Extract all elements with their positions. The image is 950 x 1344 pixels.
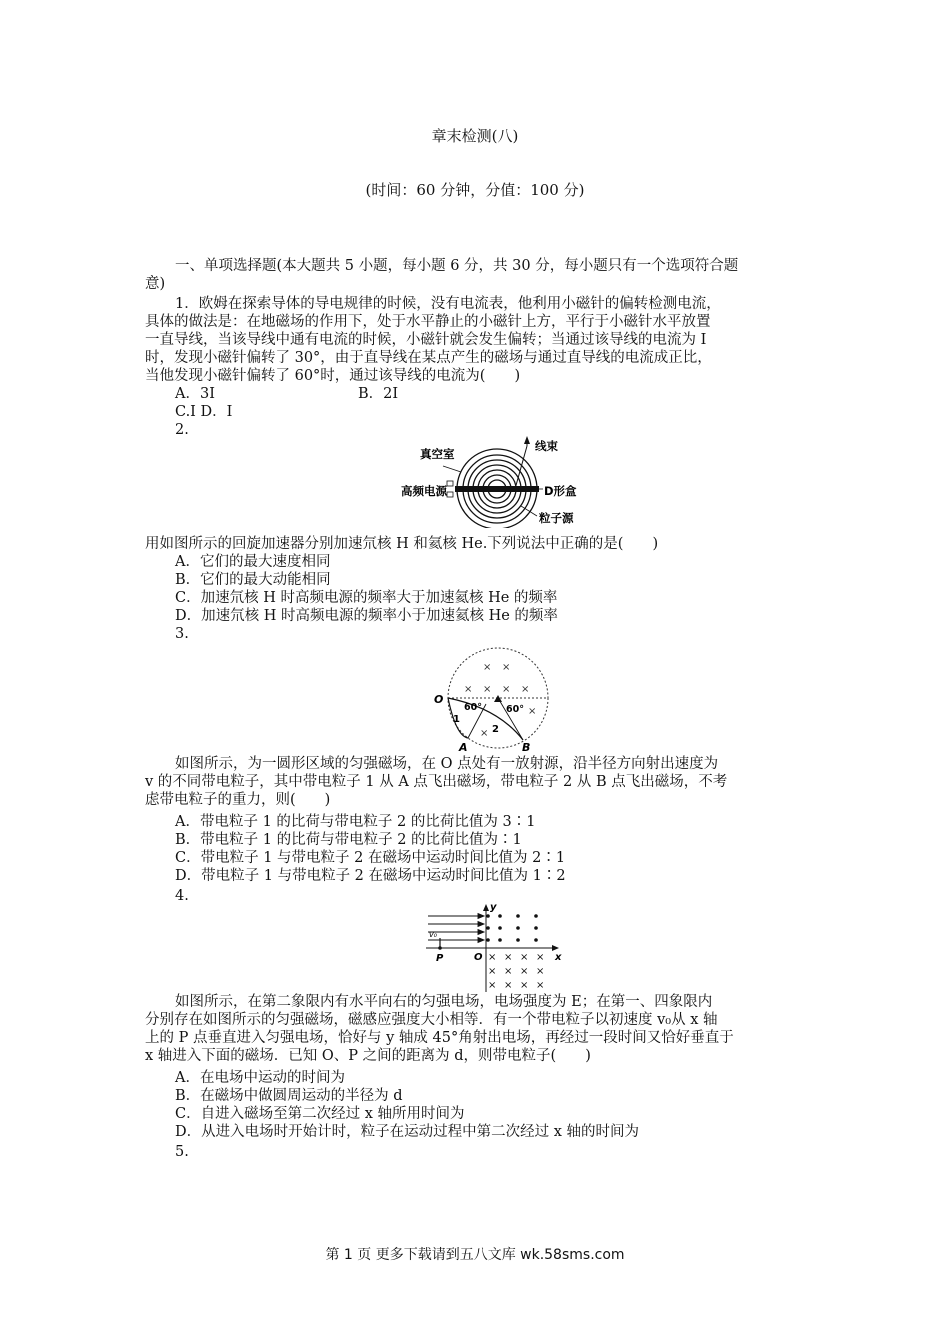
label-y: y <box>490 904 497 913</box>
label-hf-source: 高频电源 <box>401 484 447 498</box>
q1-option-a: A．3I <box>175 386 215 402</box>
svg-text:×: × <box>536 980 545 991</box>
label-beam: 线束 <box>535 439 558 453</box>
svg-text:×: × <box>536 966 545 977</box>
x-axis-arrow-icon <box>552 945 559 951</box>
svg-text:×: × <box>520 980 529 991</box>
label-2: 2 <box>492 724 499 735</box>
section-heading-cont: 意) <box>145 276 166 292</box>
section-heading: 一、单项选择题(本大题共 5 小题，每小题 6 分，共 30 分，每小题只有一个选项符合题 <box>175 258 739 274</box>
q4-line: 如图所示，在第二象限内有水平向右的匀强电场，电场强度为 E；在第一、四象限内 <box>175 994 713 1010</box>
q4-line: 分别存在如图所示的匀强磁场，磁感应强度大小相等．有一个带电粒子以初速度 v₀从 x 轴 <box>145 1012 718 1028</box>
beam-arrow-icon <box>524 436 530 444</box>
svg-text:×: × <box>504 952 513 963</box>
label-x: x <box>555 952 562 963</box>
q4-number: 4. <box>175 888 189 904</box>
label-v0: v₀ <box>429 930 437 939</box>
q1-line: 时，发现小磁针偏转了 30°，由于直导线在某点产生的磁场与通过直导线的电流成正比， <box>145 350 712 366</box>
label-a: A <box>459 741 468 754</box>
q3-option: A．带电粒子 1 的比荷与带电粒子 2 的比荷比值为 3∶1 <box>175 814 536 830</box>
q3-option: C．带电粒子 1 与带电粒子 2 在磁场中运动时间比值为 2∶1 <box>175 850 566 866</box>
svg-text:×: × <box>520 952 529 963</box>
magnetic-field-crosses <box>488 952 544 991</box>
q2-option: A．它们的最大速度相同 <box>175 554 331 570</box>
hf-terminal-icon <box>447 492 453 497</box>
svg-text:×: × <box>504 966 513 977</box>
q5-number: 5. <box>175 1144 189 1160</box>
svg-text:×: × <box>521 684 530 695</box>
q1-line: 一直导线，当该导线中通有电流的时候，小磁针就会发生偏转；当通过该导线的电流为 I <box>145 332 707 348</box>
point-p-marker <box>438 946 442 950</box>
label-1: 1 <box>453 714 460 725</box>
q1-line: 当他发现小磁针偏转了 60°时，通过该导线的电流为( ) <box>145 368 521 384</box>
q4-option: D．从进入电场时开始计时，粒子在运动过程中第二次经过 x 轴的时间为 <box>175 1124 640 1140</box>
svg-text:×: × <box>488 952 497 963</box>
q4-option: C．自进入磁场至第二次经过 x 轴所用时间为 <box>175 1106 465 1122</box>
label-p: P <box>436 953 444 964</box>
q4-line: 上的 P 点垂直进入匀强电场，恰好与 y 轴成 45°角射出电场，再经过一段时间又恰好垂直于 <box>145 1030 734 1046</box>
page-title: 章末检测(八) <box>431 127 519 145</box>
svg-text:×: × <box>502 684 511 695</box>
label-angle-1: 60° <box>464 702 482 713</box>
q3-line: v 的不同带电粒子，其中带电粒子 1 从 A 点飞出磁场，带电粒子 2 从 B 点飞出磁场，不考 <box>145 774 728 790</box>
magnetic-field-dots <box>486 914 538 942</box>
q2-option: D．加速氘核 H 时高频电源的频率小于加速氦核 He 的频率 <box>175 608 558 624</box>
q1-option-cd: C.I D．I <box>175 404 233 420</box>
y-axis-arrow-icon <box>483 904 489 911</box>
q3-option: B．带电粒子 1 的比荷与带电粒子 2 的比荷比值为∶1 <box>175 832 522 848</box>
svg-text:×: × <box>483 662 492 673</box>
d-box-gap <box>455 486 539 492</box>
label-angle-2: 60° <box>506 704 524 715</box>
label-d-box: D形盒 <box>544 484 577 498</box>
q3-option: D．带电粒子 1 与带电粒子 2 在磁场中运动时间比值为 1∶2 <box>175 868 566 884</box>
label-particle-source: 粒子源 <box>539 511 574 525</box>
field-quadrant-figure <box>424 904 564 994</box>
label-origin: O <box>474 952 483 963</box>
q3-line: 虑带电粒子的重力，则( ) <box>145 792 331 808</box>
svg-text:×: × <box>528 706 537 717</box>
q4-line: x 轴进入下面的磁场．已知 O、P 之间的距离为 d，则带电粒子( ) <box>145 1048 591 1064</box>
q3-number: 3. <box>175 626 189 642</box>
q2-option: C．加速氘核 H 时高频电源的频率大于加速氦核 He 的频率 <box>175 590 558 606</box>
q2-number: 2. <box>175 422 189 438</box>
svg-text:×: × <box>480 728 489 739</box>
svg-text:×: × <box>504 980 513 991</box>
q1-option-b: B．2I <box>358 386 399 402</box>
svg-text:×: × <box>536 952 545 963</box>
svg-text:×: × <box>502 662 511 673</box>
hf-terminal-icon <box>447 481 453 486</box>
svg-text:×: × <box>483 684 492 695</box>
q3-line: 如图所示，为一圆形区域的匀强磁场，在 O 点处有一放射源，沿半径方向射出速度为 <box>175 756 719 772</box>
cyclotron-figure <box>395 436 595 528</box>
q4-option: B．在磁场中做圆周运动的半径为 d <box>175 1088 403 1104</box>
label-o: O <box>434 693 444 706</box>
label-b: B <box>522 741 531 754</box>
q2-option: B．它们的最大动能相同 <box>175 572 331 588</box>
label-vacuum: 真空室 <box>420 447 455 461</box>
q1-line: 1．欧姆在探索导体的导电规律的时候，没有电流表，他利用小磁针的偏转检测电流， <box>175 296 721 312</box>
circular-field-figure <box>428 646 558 754</box>
svg-text:×: × <box>488 980 497 991</box>
svg-text:×: × <box>488 966 497 977</box>
svg-text:×: × <box>464 684 473 695</box>
page-footer: 第 1 页 更多下载请到五八文库 wk.58sms.com <box>325 1247 625 1263</box>
q1-line: 具体的做法是：在地磁场的作用下，处于水平静止的小磁针上方，平行于小磁针水平放置 <box>145 314 711 330</box>
page-subtitle: (时间：60 分钟，分值：100 分) <box>365 181 585 199</box>
q4-option: A．在电场中运动的时间为 <box>175 1070 345 1086</box>
svg-text:×: × <box>520 966 529 977</box>
q2-stem: 用如图所示的回旋加速器分别加速氘核 H 和氦核 He.下列说法中正确的是( ) <box>145 536 659 552</box>
